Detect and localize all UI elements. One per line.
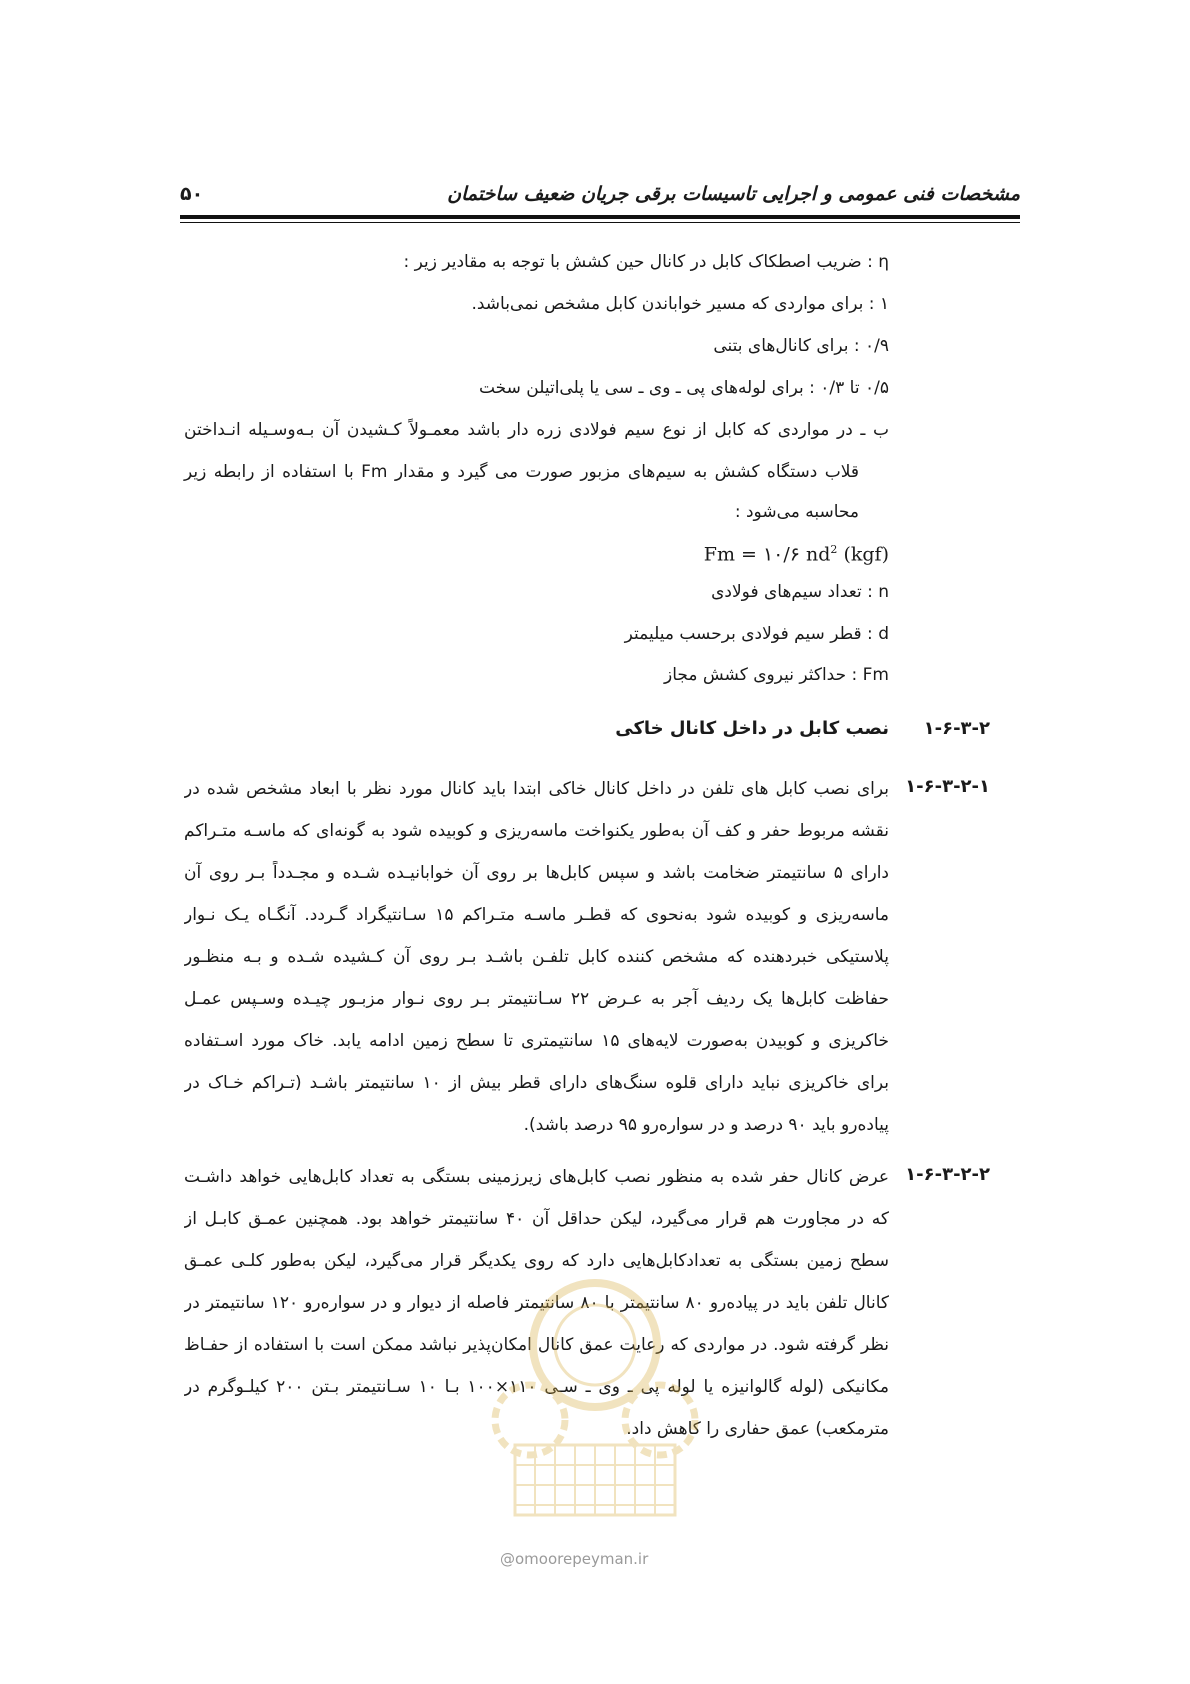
clause-1-line: ماسه‌ریزی و کوبیده شود به‌نحوی که قطـر ماسـه متـراکم ۱۵ سـانتیگراد گـردد. آنگـاه یـک نـوار: [184, 905, 889, 925]
clause-1-line: حفاظت کابل‌ها یک ردیف آجر به عـرض ۲۲ سـانتیمتر بـر روی نـوار مزبـور چیـده وسـپس عمـل: [184, 989, 889, 1009]
clause-2-line: که در مجاورت هم قرار می‌گیرد، لیکن حداقل آن ۴۰ سانتیمتر خواهد بود. همچنین عمـق کابـل از: [184, 1209, 889, 1229]
header-rule-thin: [180, 222, 1020, 223]
page-header: [180, 183, 1020, 213]
friction-item-3: ۰/۵ تا ۰/۳ : برای لوله‌های پی ـ وی ـ سی یا پلی‌اتیلن سخت: [478, 378, 889, 398]
watermark-logo: [475, 1270, 715, 1530]
part-b-line-3: محاسبه می‌شود :: [734, 502, 859, 522]
clause-1-line: برای نصب کابل های تلفن در داخل کانال خاکی ابتدا باید کانال مورد نظر با ابعاد مشخص شده در: [184, 779, 889, 799]
clause-2-line: عرض کانال حفر شده به منظور نصب کابل‌های زیرزمینی بستگی به تعداد کابل‌هایی خواهد داشـت: [184, 1167, 889, 1187]
clause-1-line: برای خاکریزی نباید دارای قلوه سنگ‌های دارای قطر بیش از ۱۰ سانتیمتر باشـد (تـراکم خـاک در: [184, 1073, 889, 1093]
section-title: نصب کابل در داخل کانال خاکی: [615, 718, 889, 739]
clause-1-line: پلاستیکی خبردهنده که مشخص کننده کابل تلفـن باشـد بـر روی آن کـشیده شـده و بـه منظـور: [184, 947, 889, 967]
eta-definition: η : ضریب اصطکاک کابل در کانال حین کشش با توجه به مقادیر زیر :: [403, 252, 889, 272]
clause-2-number: ۱-۶-۳-۲-۲: [905, 1164, 990, 1185]
clause-1-number: ۱-۶-۳-۲-۱: [905, 776, 990, 797]
part-b-line-2: قلاب دستگاه کشش به سیم‌های مزبور صورت می گیرد و مقدار Fm با استفاده از رابطه زیر: [184, 462, 859, 482]
header-rule-thick: [180, 215, 1020, 219]
fm-formula-rhs: (kgf): [837, 543, 889, 566]
fm-formula-lhs: Fm = ۱۰/۶ nd: [703, 543, 831, 566]
fm-formula: [704, 538, 889, 566]
running-title: مشخصات فنی عمومی و اجرایی تاسیسات برقی جریان ضعیف ساختمان: [447, 183, 1020, 205]
section-number: ۱-۶-۳-۲: [923, 718, 990, 739]
clause-2-line: مترمکعب) عمق حفاری را کاهش داد.: [626, 1419, 889, 1439]
friction-item-1: ۱ : برای مواردی که مسیر خواباندن کابل مشخص نمی‌باشد.: [471, 294, 889, 314]
clause-1-line: دارای ۵ سانتیمتر ضخامت باشد و سپس کابل‌ها بر روی آن خوابانیـده شـده و مجـدداً بـر روی آن: [184, 863, 889, 883]
friction-item-2: ۰/۹ : برای کانال‌های بتنی: [713, 336, 889, 356]
page-number: ۵۰: [180, 183, 204, 205]
clause-1-line: نقشه مربوط حفر و کف آن به‌طور یکنواخت ماسه‌ریزی و کوبیده شود به گونه‌ای که ماسـه متـراکم: [184, 821, 889, 841]
clause-1-line: خاکریزی و کوبیدن به‌صورت لایه‌های ۱۵ سانتیمتری تا سطح زمین ادامه یابد. خاک مورد اسـتفاده: [184, 1031, 889, 1051]
var-fm: Fm : حداکثر نیروی کشش مجاز: [663, 665, 889, 685]
var-d: d : قطر سیم فولادی برحسب میلیمتر: [624, 624, 889, 644]
fm-formula-exponent: 2: [830, 543, 838, 556]
clause-2-line: سطح زمین بستگی به تعدادکابل‌هایی دارد که روی یکدیگر قرار می‌گیرد، لیکن به‌طور کلـی عمـق: [184, 1251, 889, 1271]
watermark-site: @omoorepeyman.ir: [500, 1550, 649, 1568]
clause-2-line: نظر گرفته شود. در مواردی که رعایت عمق کانال امکان‌پذیر نباشد ممکن است با استفاده از حفـاظ: [184, 1335, 889, 1355]
clause-1-line: پیاده‌رو باید ۹۰ درصد و در سواره‌رو ۹۵ درصد باشد).: [523, 1115, 889, 1135]
var-n: n : تعداد سیم‌های فولادی: [711, 582, 889, 602]
part-b-line-1: ب ـ در مواردی که کابل از نوع سیم فولادی زره دار باشد معمـولاً کـشیدن آن بـه‌وسـیله انـداختن: [184, 420, 889, 440]
clause-2-line: کانال تلفن باید در پیاده‌رو ۸۰ سانتیمتر با ۸۰ سانتیمتر فاصله از دیوار و در سواره‌رو ۱۲۰ سانتیمتر در: [184, 1293, 889, 1313]
clause-2-line: مکانیکی (لوله گالوانیزه یا لوله پی ـ وی ـ سـی ۱۱۰×۱۰۰ بـا ۱۰ سـانتیمتر بـتن ۲۰۰ کیلـوگرم در: [184, 1377, 889, 1397]
